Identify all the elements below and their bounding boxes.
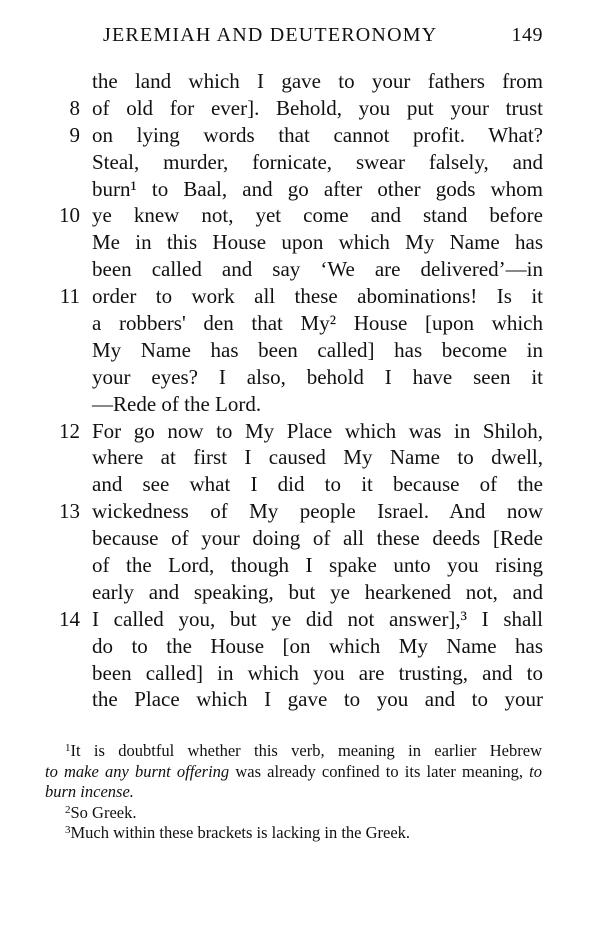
text-line	[0, 391, 604, 418]
footnotes	[45, 741, 542, 844]
text-line	[0, 283, 604, 310]
verse-number: 8	[69, 95, 80, 120]
line-text: order to work all these abominations! Is it	[92, 284, 543, 309]
text-line	[0, 606, 604, 633]
line-text: the Place which I gave to you and to your	[92, 687, 543, 712]
line-text: your eyes? I also, behold I have seen it	[92, 364, 543, 389]
footnote-italic: to burn incense.	[45, 761, 542, 801]
text-line	[0, 579, 604, 606]
verse-number: 9	[69, 122, 80, 147]
line-text: wickedness of My people Israel. And now	[92, 499, 543, 524]
footnote-text: So Greek.	[70, 802, 137, 822]
text-line	[0, 418, 604, 445]
text-line	[0, 498, 604, 525]
text-line	[0, 337, 604, 364]
footnote-italic: to make any burnt offering	[45, 761, 230, 781]
footnote-mark: 3	[65, 824, 71, 836]
body-text	[0, 68, 604, 713]
text-line	[0, 310, 604, 337]
text-line	[0, 471, 604, 498]
line-text: I called you, but ye did not answer],³ I shall	[92, 606, 543, 631]
footnote-mark: 1	[65, 742, 71, 754]
text-line	[0, 68, 604, 95]
text-line	[0, 552, 604, 579]
line-text: and see what I did to it because of the	[92, 472, 543, 497]
line-text: been called and say ‘We are delivered’—in	[92, 257, 543, 282]
line-text: burn¹ to Baal, and go after other gods whom	[92, 176, 543, 201]
text-line	[0, 176, 604, 203]
line-text: a robbers' den that My² House [upon which	[92, 311, 543, 336]
line-text: of old for ever]. Behold, you put your trust	[92, 95, 543, 120]
footnote-text: Much within these brackets is lacking in the Greek.	[70, 823, 411, 842]
text-line	[0, 444, 604, 471]
verse-number: 13	[59, 499, 80, 524]
line-text: been called] in which you are trusting, and to	[92, 660, 543, 685]
line-text: because of your doing of all these deeds [Rede	[92, 526, 543, 551]
text-line	[0, 525, 604, 552]
footnote-3	[45, 823, 542, 844]
text-line	[0, 122, 604, 149]
line-text: —Rede of the Lord.	[92, 391, 262, 416]
text-line	[0, 202, 604, 229]
text-line	[0, 686, 604, 713]
verse-number: 11	[59, 284, 80, 309]
text-line	[0, 256, 604, 283]
footnote-mark: 2	[65, 803, 71, 816]
running-header	[103, 24, 543, 47]
line-text: the land which I gave to your fathers from	[92, 69, 543, 93]
verse-number: 14	[59, 606, 80, 631]
line-text: on lying words that cannot profit. What?	[92, 122, 543, 147]
line-text: do to the House [on which My Name has	[92, 633, 543, 658]
line-text: My Name has been called] has become in	[92, 337, 543, 362]
footnote-text: was already confined to its later meaning,	[229, 761, 530, 781]
header-title: JEREMIAH AND DEUTERONOMY	[103, 24, 438, 46]
text-line	[0, 95, 604, 122]
verse-number: 10	[59, 203, 80, 228]
line-text: For go now to My Place which was in Shiloh,	[92, 418, 543, 443]
text-line	[0, 633, 604, 660]
verse-number: 12	[59, 418, 80, 443]
line-text: early and speaking, but ye hearkened not, and	[92, 579, 543, 604]
line-text: where at first I caused My Name to dwell,	[92, 445, 543, 470]
footnote-text: It is doubtful whether this verb, meaning in earlier Hebrew	[70, 741, 542, 760]
line-text: Me in this House upon which My Name has	[92, 230, 543, 255]
footnote-1-cont	[45, 762, 542, 803]
text-line	[0, 660, 604, 687]
line-text: Steal, murder, fornicate, swear falsely, and	[92, 149, 543, 174]
line-text: of the Lord, though I spake unto you rising	[92, 553, 543, 578]
text-line	[0, 229, 604, 256]
line-text: ye knew not, yet come and stand before	[92, 203, 543, 228]
page-number: 149	[511, 24, 543, 46]
text-line	[0, 149, 604, 176]
text-line	[0, 364, 604, 391]
footnote-1	[45, 741, 542, 762]
footnote-2	[45, 803, 542, 824]
